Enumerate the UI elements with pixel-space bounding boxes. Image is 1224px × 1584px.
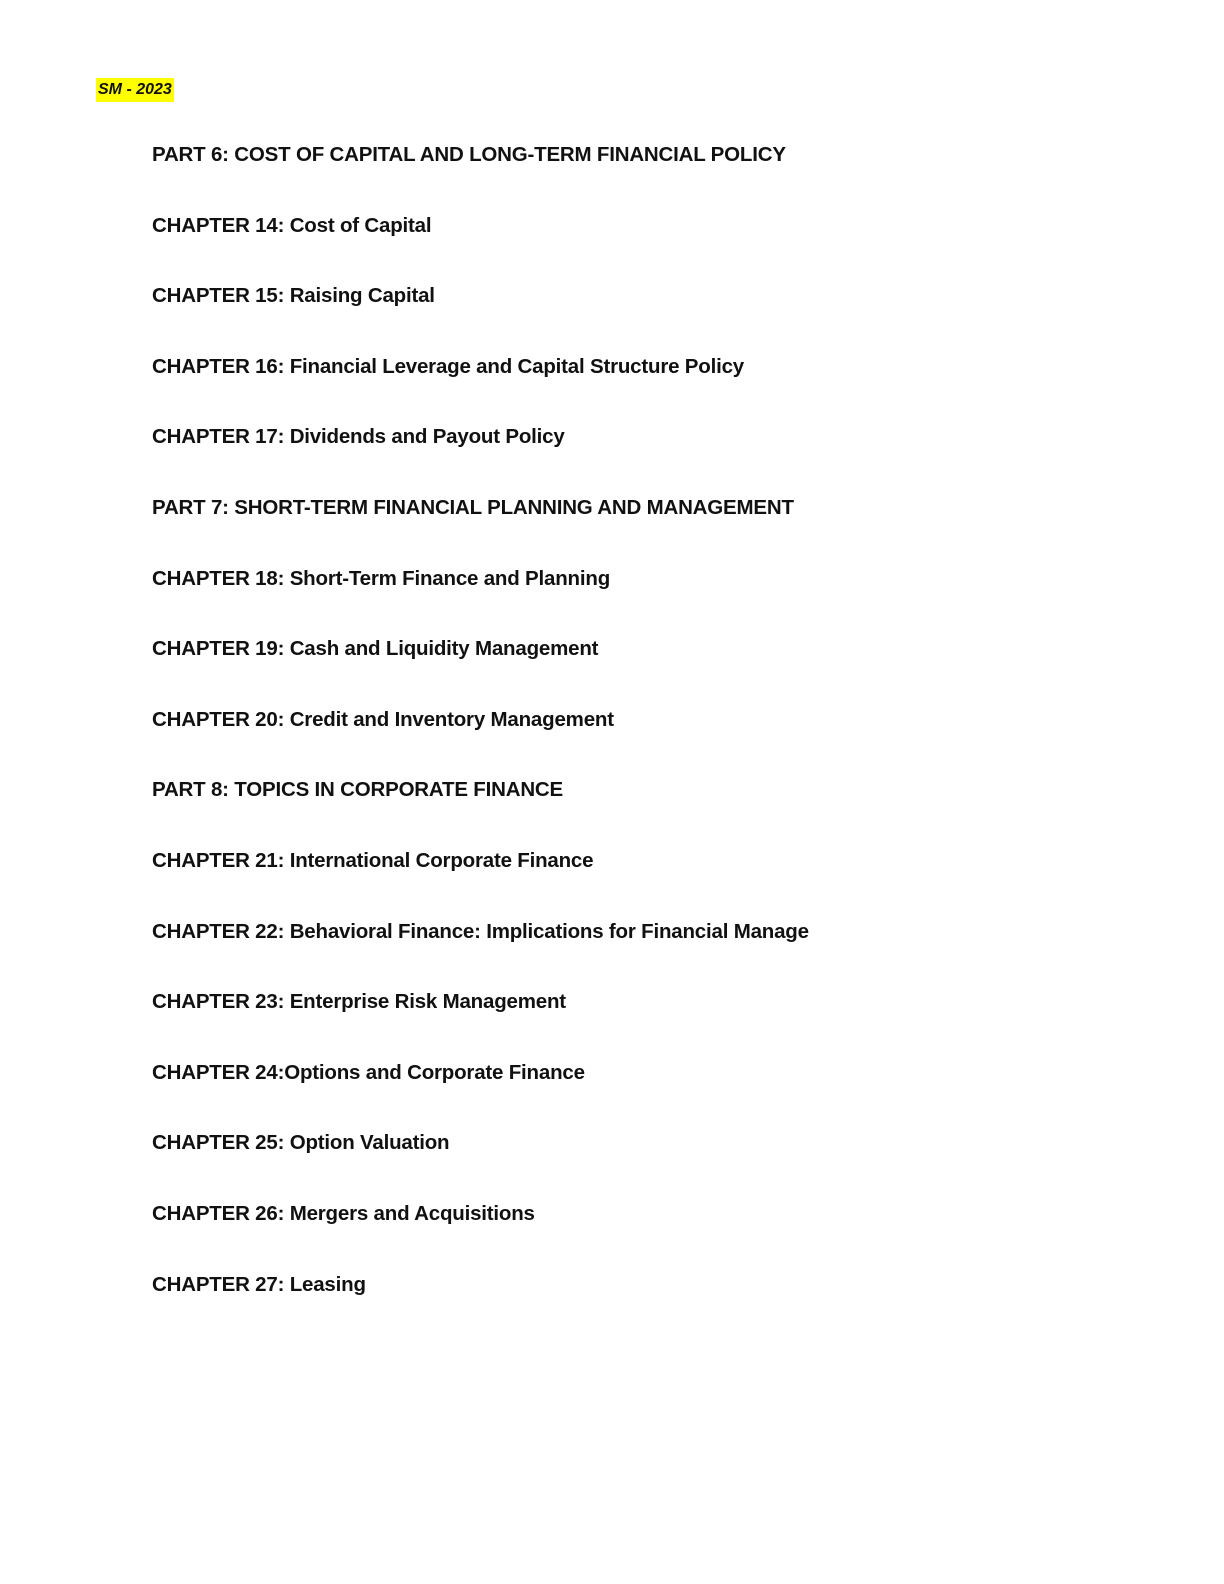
toc-part-8: PART 8: TOPICS IN CORPORATE FINANCE: [152, 778, 563, 802]
toc-chapter-23: CHAPTER 23: Enterprise Risk Management: [152, 990, 566, 1014]
toc-chapter-18: CHAPTER 18: Short-Term Finance and Planning: [152, 566, 611, 590]
toc-chapter-24: CHAPTER 24:Options and Corporate Finance: [152, 1060, 585, 1084]
toc-chapter-26: CHAPTER 26: Mergers and Acquisitions: [152, 1201, 535, 1225]
toc-chapter-17: CHAPTER 17: Dividends and Payout Policy: [152, 425, 565, 449]
toc-chapter-20: CHAPTER 20: Credit and Inventory Management: [152, 707, 614, 731]
toc-chapter-27: CHAPTER 27: Leasing: [152, 1272, 366, 1296]
toc-chapter-25: CHAPTER 25: Option Valuation: [152, 1131, 450, 1155]
toc-part-6: PART 6: COST OF CAPITAL AND LONG-TERM FINANCIAL POLICY: [152, 143, 786, 166]
toc-chapter-15: CHAPTER 15: Raising Capital: [152, 284, 435, 308]
toc-chapter-21: CHAPTER 21: International Corporate Finance: [152, 848, 594, 872]
header-tag: SM - 2023: [96, 78, 174, 102]
toc-chapter-19: CHAPTER 19: Cash and Liquidity Management: [152, 637, 599, 661]
table-of-contents: [152, 140, 1132, 1340]
toc-chapter-16: CHAPTER 16: Financial Leverage and Capital Structure Policy: [152, 354, 744, 378]
toc-part-7: PART 7: SHORT-TERM FINANCIAL PLANNING AND MANAGEMENT: [152, 495, 794, 519]
toc-chapter-14: CHAPTER 14: Cost of Capital: [152, 213, 432, 237]
toc-chapter-22: CHAPTER 22: Behavioral Finance: Implications for Financial Manage: [152, 919, 809, 943]
